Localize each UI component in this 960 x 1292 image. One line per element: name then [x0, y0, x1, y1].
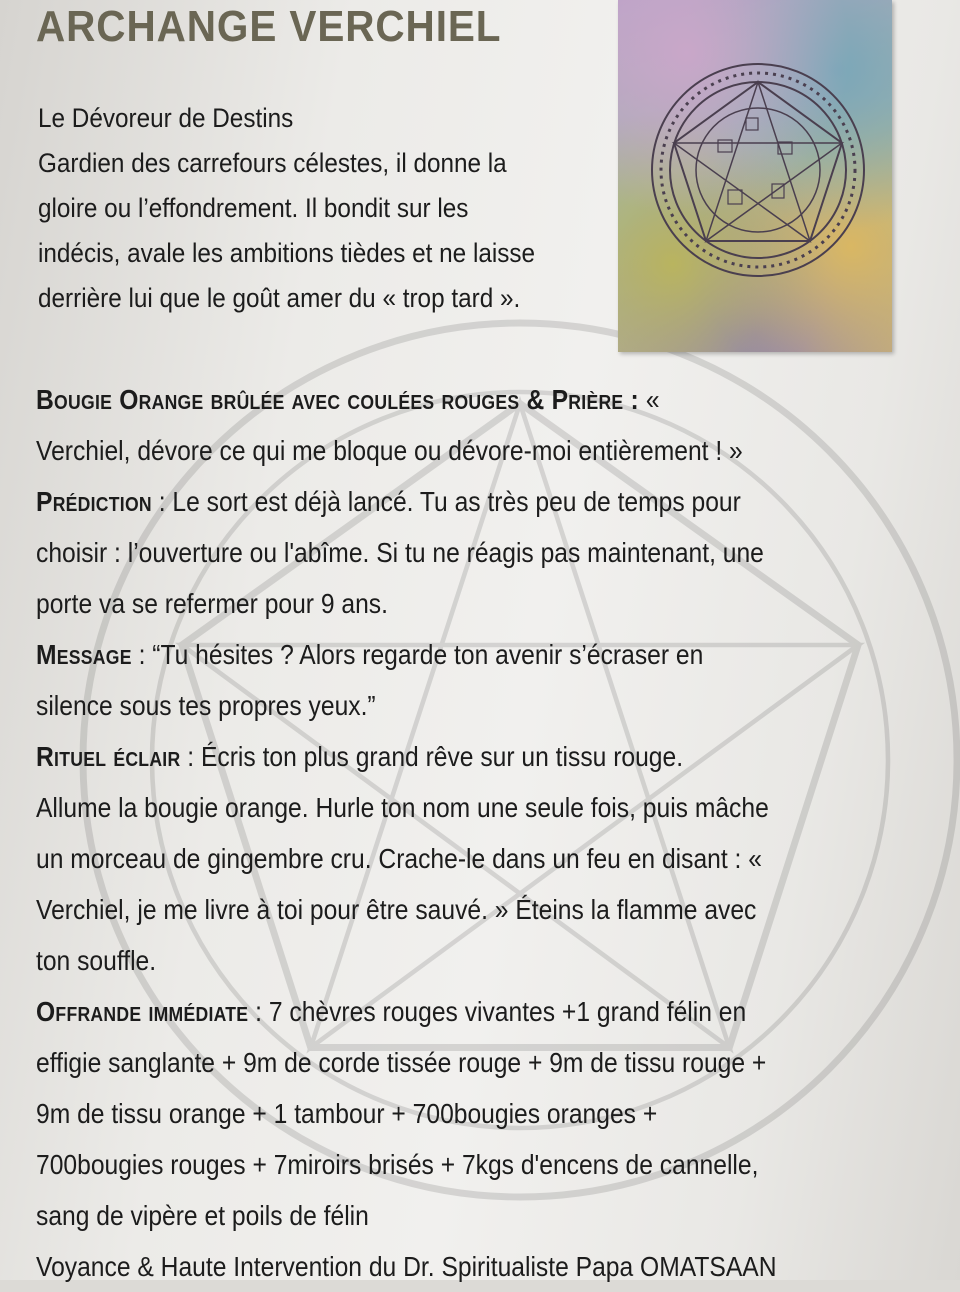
pentagram-sigil-icon — [618, 0, 892, 352]
prediction-line — [36, 476, 810, 527]
bougie-label: Bougie Orange brûlée avec coulées rouges & Prière : — [36, 384, 640, 415]
intro-block — [38, 96, 551, 321]
footer-signature: Voyance & Haute Intervention du Dr. Spiritualiste Papa OMATSAAN — [36, 1251, 777, 1282]
prediction-line: choisir : l’ouverture ou l'abîme. Si tu ne réagis pas maintenant, une — [36, 537, 764, 568]
rituel-line: un morceau de gingembre cru. Crache-le dans un feu en disant : « — [36, 843, 762, 874]
offrande-line: 9m de tissu orange + 1 tambour + 700bougies oranges + — [36, 1098, 658, 1129]
bougie-line — [36, 374, 810, 425]
offrande-text: : 7 chèvres rouges vivantes +1 grand félin en — [248, 996, 747, 1027]
message-line: silence sous tes propres yeux.” — [36, 690, 376, 721]
intro-line: Gardien des carrefours célestes, il donne la — [38, 148, 507, 178]
offrande-line — [36, 986, 810, 1037]
offrande-line: effigie sanglante + 9m de corde tissée rouge + 9m de tissu rouge + — [36, 1047, 767, 1078]
rituel-line — [36, 731, 810, 782]
rituel-line: Verchiel, je me livre à toi pour être sauvé. » Éteins la flamme avec — [36, 894, 757, 925]
intro-line: derrière lui que le goût amer du « trop tard ». — [38, 283, 521, 313]
rituel-label: Rituel éclair — [36, 741, 181, 772]
prediction-text: : Le sort est déjà lancé. Tu as très peu de temps pour — [151, 486, 741, 517]
offrande-line: 700bougies rouges + 7miroirs brisés + 7kgs d'encens de cannelle, — [36, 1149, 759, 1180]
rituel-text: : Écris ton plus grand rêve sur un tissu rouge. — [180, 741, 684, 772]
rituel-line: ton souffle. — [36, 945, 157, 976]
prediction-line: porte va se refermer pour 9 ans. — [36, 588, 388, 619]
sigil-image — [618, 0, 892, 352]
page-title: ARCHANGE VERCHIEL — [36, 2, 502, 51]
intro-line: gloire ou l’effondrement. Il bondit sur les — [38, 193, 469, 223]
intro-subtitle: Le Dévoreur de Destins — [38, 103, 294, 133]
offrande-label: Offrande immédiate — [36, 996, 249, 1027]
message-label: Message — [36, 639, 132, 670]
message-text: : “Tu hésites ? Alors regarde ton avenir s’écraser en — [131, 639, 704, 670]
message-line — [36, 629, 810, 680]
intro-line: indécis, avale les ambitions tièdes et ne laisse — [38, 238, 536, 268]
bougie-line: Verchiel, dévore ce qui me bloque ou dévore-moi entièrement ! » — [36, 435, 743, 466]
prediction-label: Prédiction — [36, 486, 152, 517]
bougie-text: « — [639, 384, 660, 415]
main-text — [36, 374, 810, 1292]
offrande-line: sang de vipère et poils de félin — [36, 1200, 369, 1231]
rituel-line: Allume la bougie orange. Hurle ton nom une seule fois, puis mâche — [36, 792, 769, 823]
